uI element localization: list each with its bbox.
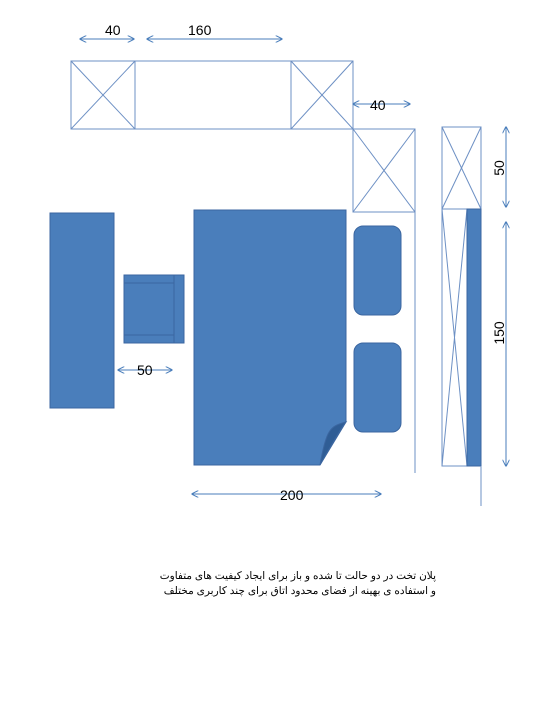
dim-label-bed-length: 150 [491,321,507,345]
dim-label-bed-width: 200 [280,487,304,503]
dim-label-top-span: 160 [188,22,212,38]
small-bench [124,275,184,343]
bed-opened [194,210,346,465]
top-cabinet-middle [135,61,291,129]
dim-label-top-left: 40 [105,22,121,38]
pillow-top [354,226,401,315]
plan-caption [110,569,436,599]
folded-bed-panel [467,209,481,466]
caption-line-1: پلان تخت در دو حالت تا شده و باز برای ایجاد کیفیت های متفاوت [159,570,436,582]
dim-label-corner-right: 40 [370,97,386,113]
pillow-bottom [354,343,401,432]
caption-line-2: و استفاده ی بهینه از فضای محدود اتاق برای چند کاربری مختلف [163,585,436,597]
left-tall-cabinet [50,213,114,408]
dim-label-side-height: 50 [491,160,507,176]
dim-label-bench-width: 50 [137,362,153,378]
